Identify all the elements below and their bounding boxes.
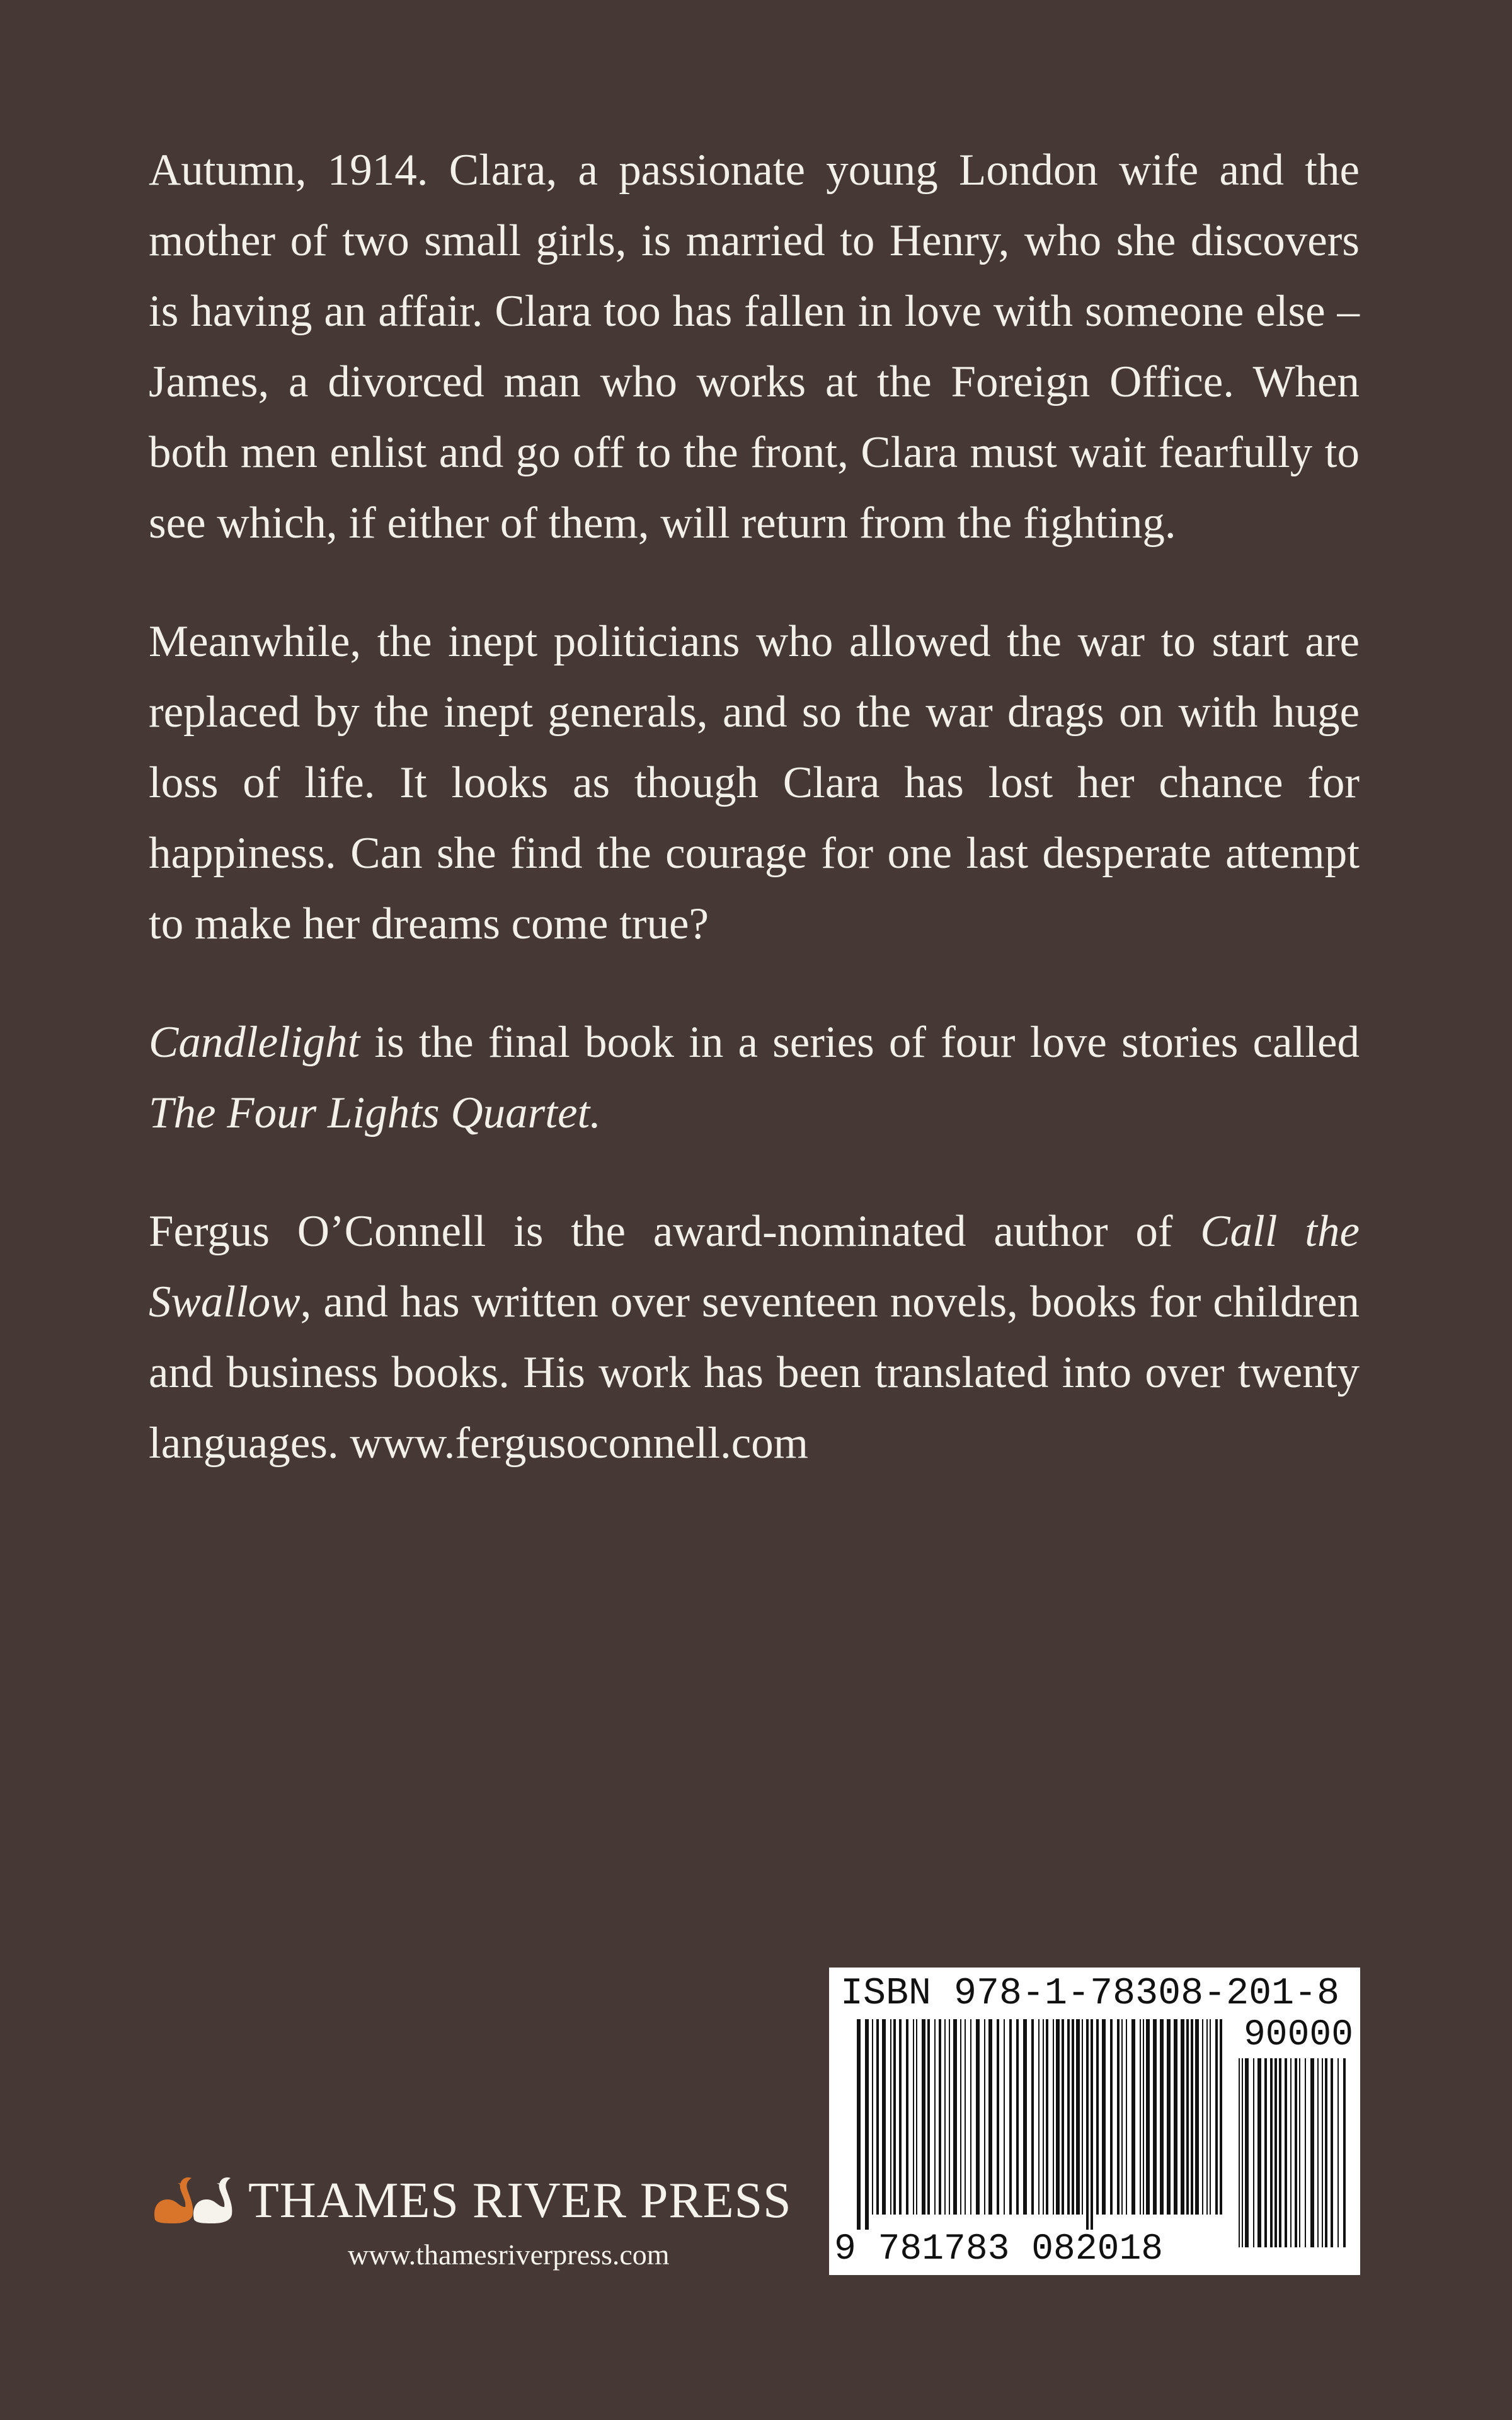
publisher-name: THAMES RIVER PRESS <box>248 2173 792 2228</box>
synopsis-paragraph-1: Autumn, 1914. Clara, a passionate young London wife and the mother of two small girls, is married to Henry, who she discovers is having an affair. Clara too has fallen in love with someone else – James, a divorced man who works at the Foreign Office. When both men enlist and go off to the front, Clara must wait fearfully to see which, if either of them, will return from the fighting. <box>149 146 1360 548</box>
ean-barcode-bars <box>857 2019 1223 2230</box>
series-paragraph <box>149 1007 1360 1148</box>
series-text: is the final book in a series of four love stories called <box>360 1018 1360 1067</box>
author-bio-paragraph <box>149 1196 1360 1478</box>
ean-number: 9 781783 082018 <box>834 2229 1164 2270</box>
addon-barcode-bars <box>1239 2058 1349 2262</box>
publisher-url: www.thamesriverpress.com <box>348 2238 670 2271</box>
book-title: Candlelight <box>149 1018 360 1067</box>
author-bio-end: , and has written over seventeen novels, books for children and business books. His work has been translated into over twenty languages. www.fergusoconnell.com <box>149 1277 1360 1468</box>
isbn-label: ISBN 978-1-78308-201-8 <box>840 1973 1340 2015</box>
isbn-barcode <box>829 1968 1360 2275</box>
series-title: The Four Lights Quartet. <box>149 1088 601 1138</box>
synopsis-paragraph-2: Meanwhile, the inept politicians who allowed the war to start are replaced by the inept generals, and so the war drags on with huge loss of life. It looks as though Clara has lost her chance for happiness. Can she find the courage for one last desperate attempt to make her dreams come true? <box>149 617 1360 948</box>
back-cover-blurb <box>149 135 1360 1478</box>
author-bio-start: Fergus O’Connell is the award-nominated author of <box>149 1207 1201 1256</box>
publisher-imprint <box>149 2170 792 2284</box>
price-addon-number: 90000 <box>1244 2015 1354 2056</box>
award-book-title: Call the Swallow <box>149 1207 1360 1327</box>
swan-icon <box>149 2170 234 2225</box>
